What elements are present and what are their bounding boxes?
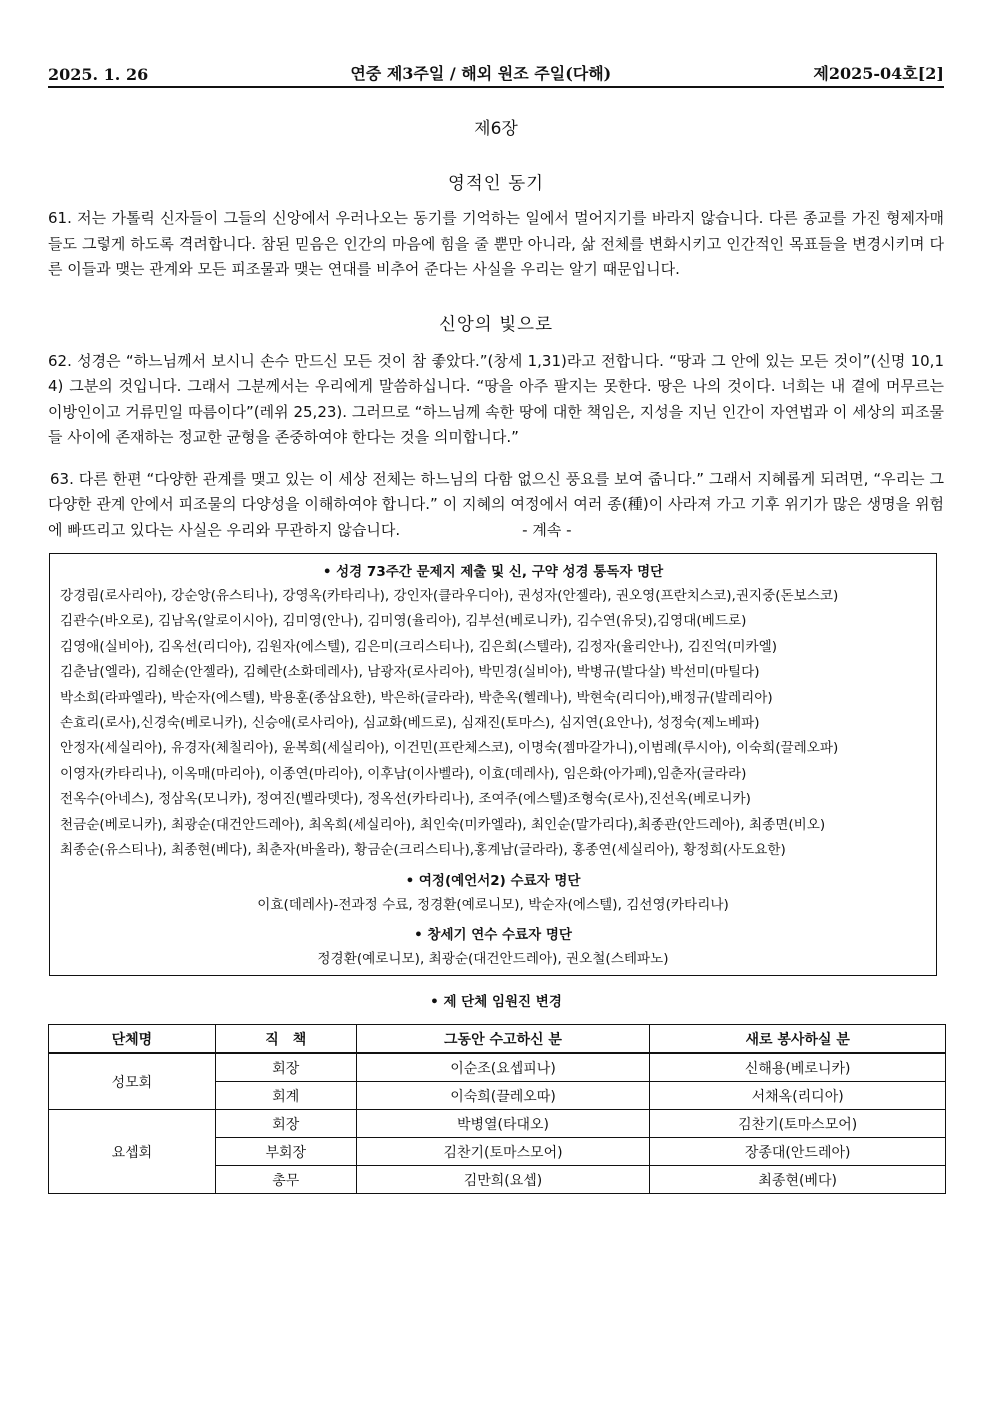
header-position: 직 책 <box>215 1025 356 1054</box>
bible-readers-title: • 성경 73주간 문제지 제출 및 신, 구약 성경 통독자 명단 <box>322 564 664 580</box>
table-row <box>49 1053 946 1082</box>
paragraph-63 <box>48 467 944 544</box>
section-title-light-of-faith: 신앙의 빛으로 <box>439 314 553 335</box>
roles-table <box>48 1024 946 1194</box>
position-cell: 회장 <box>215 1053 356 1082</box>
previous-cell: 이순조(요셉피나) <box>356 1053 650 1082</box>
table-row <box>49 1110 946 1138</box>
previous-cell: 박병열(타대오) <box>356 1110 650 1138</box>
position-cell: 회계 <box>215 1082 356 1110</box>
chapter-title: 제6장 <box>474 119 518 139</box>
paragraph-63-text: 63. 다른 한편 “다양한 관계를 맺고 있는 이 세상 전체는 하느님의 다함 없으신 풍요를 보여 줍니다.” 그래서 지혜롭게 되려면, “우리는 그 다양한 관계 안에서 피조물의 다양성을 이해하여야 합니다.” 이 지혜의 여정에서 여러 종(種)이 사라져 가고 기후 위기가 많은 생명을 위험에 빠뜨리고 있다는 사실은 우리와 무관하지 않습니다. <box>48 469 944 539</box>
new-cell: 최종현(베다) <box>650 1166 946 1194</box>
position-cell: 부회장 <box>215 1138 356 1166</box>
section-title-spiritual-motivation: 영적인 동기 <box>447 174 545 194</box>
group-name-cell: 성모회 <box>49 1053 216 1110</box>
bible-readers-line: 김관수(바오로), 김남옥(알로이시아), 김미영(안나), 김미영(율리아), 김부선(베로니카), 김수연(유딧),김영대(베드로) <box>60 613 747 630</box>
position-cell: 회장 <box>215 1110 356 1138</box>
header-group-name: 단체명 <box>49 1025 216 1054</box>
bible-readers-line: 전옥수(아네스), 정삼옥(모니카), 정여진(벨라뎃다), 정옥선(카타리나), 조여주(에스텔)조형숙(로사),진선옥(베로니카) <box>60 791 751 808</box>
new-cell: 서채옥(리디아) <box>650 1082 946 1110</box>
bible-readers-line: 김춘남(엘라), 김해순(안젤라), 김혜란(소화데레사), 남광자(로사리아), 박민경(실비아), 박병규(발다살) 박선미(마틸다) <box>60 664 760 681</box>
bible-readers-list <box>60 584 926 863</box>
genesis-graduates-list: 정경환(예로니모), 최광순(대건안드레아), 권오철(스테파노) <box>317 951 669 968</box>
bible-readers-line: 박소희(라파엘라), 박순자(에스텔), 박용훈(종삼요한), 박은하(글라라), 박춘옥(헬레나), 박현숙(리디아),배정규(발레리아) <box>60 689 773 706</box>
header-issue: 제2025-04호[2] <box>813 64 944 83</box>
header-title: 연중 제3주일 / 해외 원조 주일(다해) <box>350 64 612 83</box>
previous-cell: 김만희(요셉) <box>356 1166 650 1194</box>
group-name-cell: 요셉회 <box>49 1110 216 1194</box>
roles-change-title: • 제 단체 임원진 변경 <box>430 994 562 1011</box>
previous-cell: 김찬기(토마스모어) <box>356 1138 650 1166</box>
bible-readers-line: 이영자(카타리나), 이옥매(마리아), 이종연(마리아), 이후남(이사벨라), 이효(데레사), 임은화(아가페),임춘자(글라라) <box>60 765 747 782</box>
journey-graduates-title: • 여정(예언서2) 수료자 명단 <box>405 873 581 890</box>
roles-table-header-row <box>49 1025 946 1054</box>
bible-readers-line: 강경림(로사리아), 강순앙(유스티나), 강영옥(카타리나), 강인자(클라우디아), 권성자(안젤라), 권오영(프란치스코),권지중(돈보스코) <box>60 588 839 604</box>
notice-box <box>49 553 937 976</box>
bulletin-page <box>48 60 944 1194</box>
position-cell: 총무 <box>215 1166 356 1194</box>
bible-readers-line: 손효리(로사),신경숙(베로니카), 신승애(로사리아), 심교화(베드로), 심재진(토마스), 심지연(요안나), 성정숙(제노베파) <box>60 715 760 732</box>
page-header <box>48 60 944 88</box>
new-cell: 김찬기(토마스모어) <box>650 1110 946 1138</box>
header-previous: 그동안 수고하신 분 <box>356 1025 650 1054</box>
bible-readers-line: 안정자(세실리아), 유경자(체칠리아), 윤복희(세실리아), 이건민(프란체스코), 이명숙(젬마갈가니),이범례(루시아), 이숙희(끌레오파) <box>60 740 839 757</box>
paragraph-61: 61. 저는 가톨릭 신자들이 그들의 신앙에서 우러나오는 동기를 기억하는 일에서 멀어지기를 바라지 않습니다. 다른 종교를 가진 형제자매들도 그렇게 하도록 격려합니다. 참된 믿음은 인간의 마음에 힘을 줄 뿐만 아니라, 삶 전체를 변화시키고 인간적인 목표들을 변경시키며 다른 이들과 맺는 관계와 모든 피조물과 맺는 연대를 비추어 준다는 사실을 우리는 알기 때문입니다. <box>48 209 944 278</box>
bible-readers-line: 김영애(실비아), 김옥선(리디아), 김원자(에스텔), 김은미(크리스티나), 김은희(스텔라), 김정자(율리안나), 김진억(미카엘) <box>60 638 778 655</box>
genesis-graduates-title: • 창세기 연수 수료자 명단 <box>414 927 572 944</box>
journey-graduates-list: 이효(데레사)-전과정 수료, 정경환(예로니모), 박순자(에스텔), 김선영(카타리나) <box>257 897 729 914</box>
new-cell: 장종대(안드레아) <box>650 1138 946 1166</box>
paragraph-62: 62. 성경은 “하느님께서 보시니 손수 만드신 모든 것이 참 좋았다.”(창세 1,31)라고 전합니다. “땅과 그 안에 있는 모든 것이”(신명 10,14) 그분의 것입니다. 그래서 그분께서는 우리에게 말씀하십니다. “땅을 아주 팔지는 못한다. 땅은 나의 것이다. 너희는 내 곁에 머무르는 이방인이고 거류민일 따름이다”(레위 25,23). 그러므로 “하느님께 속한 땅에 대한 책임은, 지성을 지닌 인간이 자연법과 이 세상의 피조물들 사이에 존재하는 정교한 균형을 존중하여야 한다는 것을 의미합니다.” <box>48 351 944 446</box>
header-new: 새로 봉사하실 분 <box>650 1025 946 1054</box>
bible-readers-line: 천금순(베로니카), 최광순(대건안드레아), 최옥희(세실리아), 최인숙(미카엘라), 최인순(말가리다),최종관(안드레아), 최종면(비오) <box>60 816 826 833</box>
header-date: 2025. 1. 26 <box>48 65 149 84</box>
new-cell: 신해용(베로니카) <box>650 1053 946 1082</box>
previous-cell: 이숙희(끌레오따) <box>356 1082 650 1110</box>
bible-readers-line: 최종순(유스티나), 최종현(베다), 최춘자(바올라), 황금순(크리스티나),홍계남(글라라), 홍종연(세실리아), 황정희(사도요한) <box>60 842 786 859</box>
continued-marker: - 계속 - <box>522 520 572 539</box>
